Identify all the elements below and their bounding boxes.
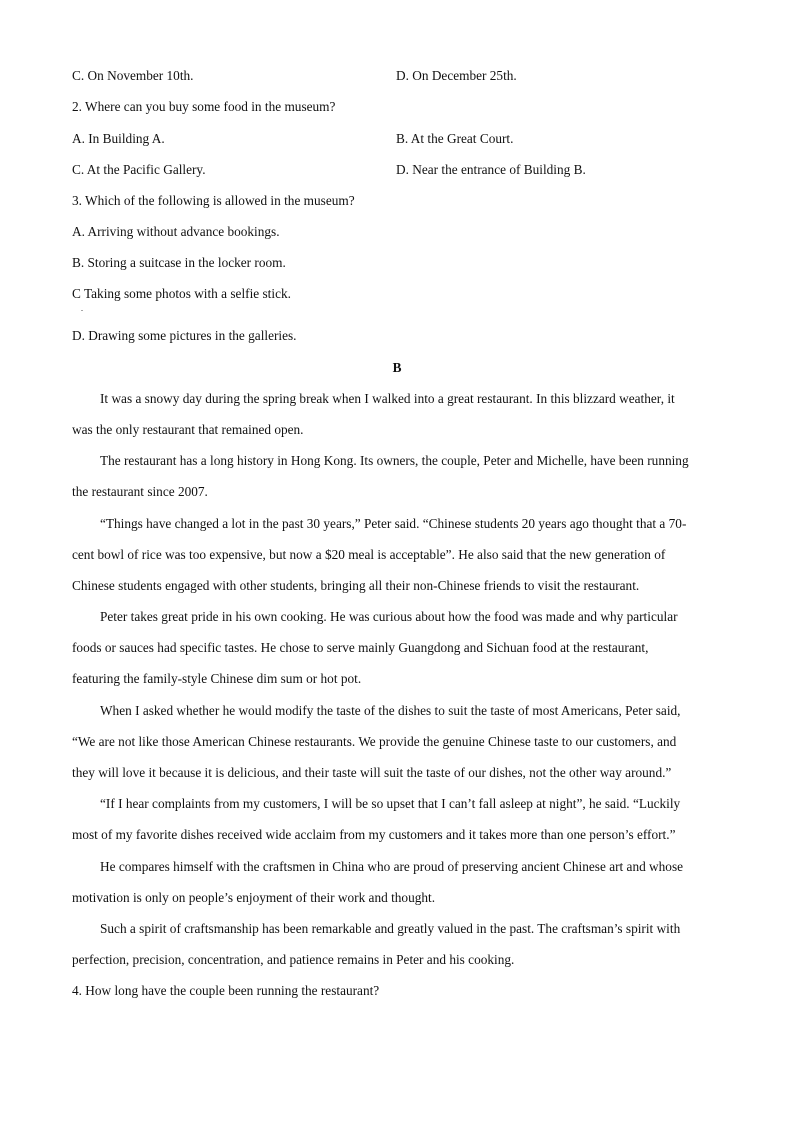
passage-line: Such a spirit of craftsmanship has been remarkable and greatly valued in the past. The craftsman’s spirit with [100,921,681,936]
passage-line: When I asked whether he would modify the taste of the dishes to suit the taste of most Americans, Peter said, [100,703,681,718]
q3-option-c: C Taking some photos with a selfie stick. [72,286,291,301]
passage-line: was the only restaurant that remained open. [72,422,304,437]
passage-line: the restaurant since 2007. [72,484,208,499]
passage-heading: B [392,360,402,375]
passage-line: featuring the family-style Chinese dim sum or hot pot. [72,671,362,686]
q3-option-b: B. Storing a suitcase in the locker room. [72,255,286,270]
q2-option-c: C. At the Pacific Gallery. [72,162,206,177]
passage-line: most of my favorite dishes received wide acclaim from my customers and it takes more than one person’s effort.” [72,827,676,842]
passage-line: foods or sauces had specific tastes. He chose to serve mainly Guangdong and Sichuan food at the restaurant, [72,640,649,655]
q3-option-d: D. Drawing some pictures in the galleries. [72,328,297,343]
passage-line: Peter takes great pride in his own cooking. He was curious about how the food was made and why particular [100,609,678,624]
passage-line: they will love it because it is delicious, and their taste will suit the taste of our dishes, not the other way around.” [72,765,672,780]
passage-line: He compares himself with the craftsmen in China who are proud of preserving ancient Chinese art and whose [100,859,684,874]
q3-option-a: A. Arriving without advance bookings. [72,224,280,239]
passage-line: “If I hear complaints from my customers, I will be so upset that I can’t fall asleep at night”, he said. “Luckily [100,796,681,811]
q1-option-c: C. On November 10th. [72,68,194,83]
passage-line: It was a snowy day during the spring break when I walked into a great restaurant. In this blizzard weather, it [100,391,675,406]
passage-line: The restaurant has a long history in Hong Kong. Its owners, the couple, Peter and Michelle, have been running [100,453,689,468]
passage-line: “Things have changed a lot in the past 30 years,” Peter said. “Chinese students 20 years ago thought that a 70- [100,516,687,531]
passage-line: cent bowl of rice was too expensive, but now a $20 meal is acceptable”. He also said that the new generation of [72,547,666,562]
q2-question: 2. Where can you buy some food in the museum? [72,99,336,114]
q2-option-b: B. At the Great Court. [396,131,514,146]
passage-line: motivation is only on people’s enjoyment of their work and thought. [72,890,436,905]
q3-question: 3. Which of the following is allowed in the museum? [72,193,355,208]
q2-option-d: D. Near the entrance of Building B. [396,162,586,177]
passage-line: “We are not like those American Chinese restaurants. We provide the genuine Chinese taste to our customers, and [72,734,677,749]
q3-option-c-dot: . [81,304,83,313]
q2-option-a: A. In Building A. [72,131,165,146]
passage-line: perfection, precision, concentration, and patience remains in Peter and his cooking. [72,952,515,967]
passage-line: Chinese students engaged with other students, bringing all their non-Chinese friends to visit the restaurant. [72,578,640,593]
q1-option-d: D. On December 25th. [396,68,517,83]
q4-question: 4. How long have the couple been running the restaurant? [72,983,380,998]
